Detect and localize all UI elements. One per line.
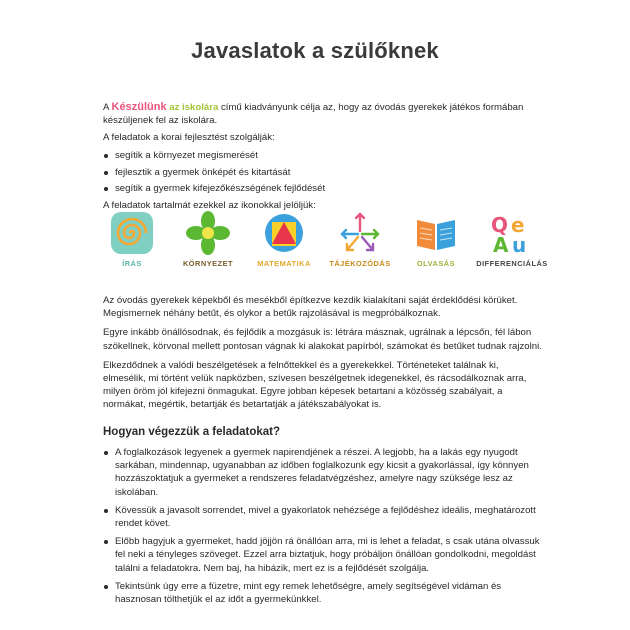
icon-item-differencialas [476, 210, 548, 268]
flower-icon [185, 210, 231, 256]
goals-list [103, 148, 543, 198]
icon-item-matematika [248, 210, 320, 268]
how-item: Tekintsünk úgy erre a füzetre, mint egy remek lehetőségre, amely segítségével vidáman és hasznosan tölthetjük el az időt a gyermekünkkel. [103, 580, 543, 606]
arrows-icon [337, 210, 383, 256]
goal-item: segítik a környezet megismerését [103, 148, 543, 165]
shapes-icon [261, 210, 307, 256]
intro-paragraph [103, 101, 543, 127]
icon-label: OLVASÁS [416, 259, 456, 268]
body-paragraph: Egyre inkább önállósodnak, és fejlődik a mozgásuk is: létrára másznak, ugrálnak a lépcsőn, fél lábon szökellnek, körvonal mellett pontosan vágnak ki alakokat papírból, számokat és betűket tudnak rajzolni. [103, 327, 542, 352]
icon-legend [96, 210, 546, 282]
brand-name-part1: Készülünk [111, 101, 167, 113]
icon-label: ÍRÁS [122, 259, 142, 268]
svg-text:A: A [493, 233, 509, 256]
how-item: Kövessük a javasolt sorrendet, mivel a gyakorlatok nehézsége a fejlődéshez ideális, meghatározott rendet követ. [103, 504, 543, 530]
intro-prefix: A [103, 102, 112, 113]
page-title: Javaslatok a szülőknek [191, 38, 439, 63]
icon-item-tajekozodas [324, 210, 396, 268]
icon-item-iras [96, 210, 168, 268]
icon-item-kornyezet [172, 210, 244, 268]
body-paragraphs [103, 294, 543, 412]
how-list [103, 446, 543, 611]
icon-label: MATEMATIKA [257, 259, 311, 268]
svg-text:u: u [512, 233, 527, 256]
goals-heading: A feladatok a korai fejlesztést szolgálják: [103, 132, 275, 143]
goal-item: fejlesztik a gyermek önképét és kitartását [103, 165, 543, 182]
svg-text:e: e [511, 213, 525, 237]
section-heading: Hogyan végezzük a feladatokat? [103, 426, 281, 438]
goal-item: segítik a gyermek kifejezőkészségének fejlődését [103, 181, 543, 198]
body-paragraph: Elkezdődnek a valódi beszélgetések a felnőttekkel és a gyerekekkel. Történeteket találnak ki, elmesélik, mi történt velük napközben, szívesen beszélgetnek idegenekkel, és rácsodálkoznak arra, milyen öröm jól kifejezni önmagukat. Egyre jobban képesek betartani a közösség szabályait, a normákat, megértik, betartják és betartatják a játékszabályokat is. [103, 359, 527, 411]
intro-text: című kiadványunk célja az, hogy az óvodás gyerekek játékos formában készüljenek fel az iskolára. [103, 102, 524, 127]
svg-text:Q: Q [491, 213, 509, 237]
letters-icon [489, 210, 535, 256]
icon-item-olvasas [400, 210, 472, 268]
icon-label: DIFFERENCIÁLÁS [476, 259, 548, 268]
body-paragraph: Az óvodás gyerekek képekből és mesékből építkezve kezdik kialakítani saját érdeklődési körüket. Megismernek néhány betűt, és olykor a betűk rajzolásával is megpróbálkoznak. [103, 295, 518, 320]
icon-label: KÖRNYEZET [182, 259, 234, 268]
how-item: A foglalkozások legyenek a gyermek napirendjének a részei. A legjobb, ha a lakás egy nyugodt sarkában, mindennap, ugyanabban az időben foglalkozunk egy kicsit a gyakorlással, így könnyen hozzászoktatjuk a gyermeket a rendszeres feladatvégzéshez, amelyre nagy szüksége lesz az iskolában. [103, 446, 543, 499]
icons-heading: A feladatok tartalmát ezekkel az ikonokkal jelöljük: [103, 199, 316, 211]
icon-label: TÁJÉKOZÓDÁS [329, 259, 391, 268]
how-item: Előbb hagyjuk a gyermeket, hadd jöjjön rá önállóan arra, mi is lehet a feladat, s csak utána olvassuk fel neki a tényleges szöveget. Ezzel arra biztatjuk, hogy próbáljon önállóan gondolkodni, megoldást találni a feladatokra. Nem baj, ha hibázik, mert ez is a fejlődését szolgálja. [103, 535, 543, 575]
spiral-icon [109, 210, 155, 256]
book-icon [413, 210, 459, 256]
brand-name-part2: az iskolára [169, 102, 219, 113]
goals-section [103, 131, 543, 212]
